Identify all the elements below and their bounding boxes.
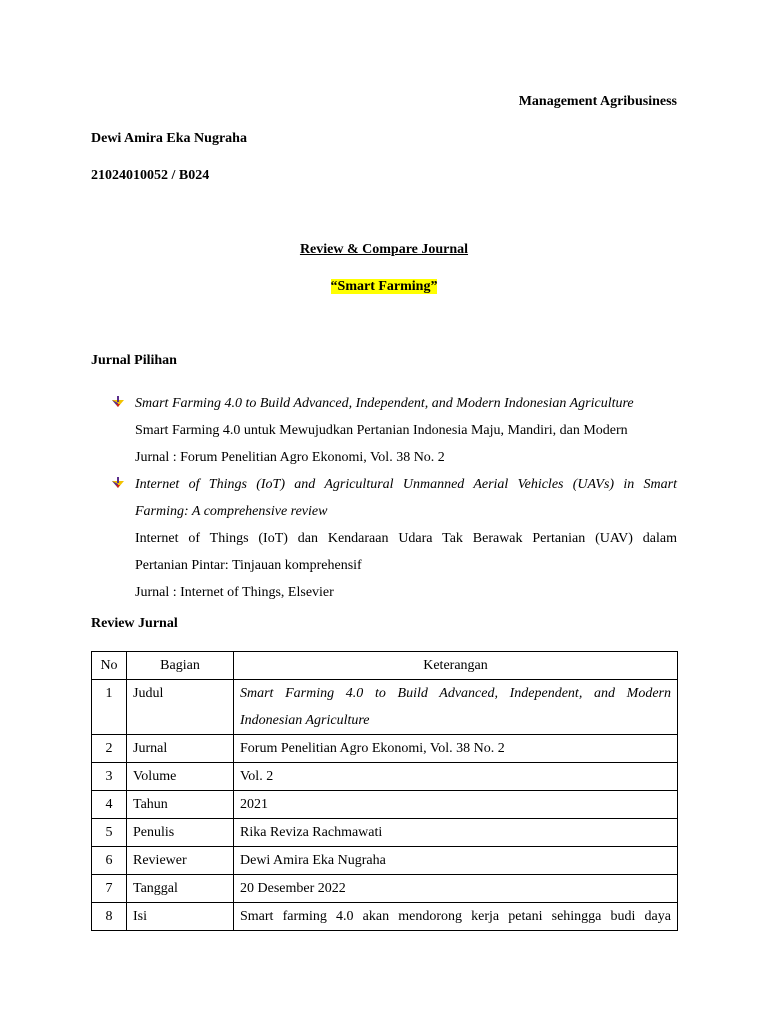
table-row (92, 763, 678, 791)
journal-translation-line: Smart Farming 4.0 untuk Mewujudkan Pertanian Indonesia Maju, Mandiri, dan Modern (135, 423, 628, 438)
journal-title-line: Farming: A comprehensive review (135, 504, 328, 519)
table-row (92, 875, 678, 903)
row-keterangan: Vol. 2 (234, 763, 678, 791)
document-topic-text: “Smart Farming” (330, 279, 438, 294)
journal-title-line: Internet of Things (IoT) and Agricultural Unmanned Aerial Vehicles (UAVs) in Smart (135, 477, 677, 492)
row-no: 3 (92, 763, 127, 791)
row-bagian: Tanggal (127, 875, 234, 903)
table-row (92, 791, 678, 819)
row-keterangan-line: Smart Farming 4.0 to Build Advanced, Independent, and Modern (240, 686, 671, 701)
row-bagian: Jurnal (127, 735, 234, 763)
journal-translation-line: Pertanian Pintar: Tinjauan komprehensif (135, 558, 362, 573)
row-no: 2 (92, 735, 127, 763)
section-heading-review: Review Jurnal (91, 616, 178, 631)
row-no: 6 (92, 847, 127, 875)
row-no: 7 (92, 875, 127, 903)
row-bagian: Isi (127, 903, 234, 931)
row-no: 5 (92, 819, 127, 847)
row-keterangan (234, 903, 678, 931)
table-row (92, 847, 678, 875)
journal-item (111, 471, 677, 606)
document-topic (0, 279, 768, 295)
table-row (92, 903, 678, 931)
journal-item (111, 390, 677, 471)
row-keterangan: Dewi Amira Eka Nugraha (234, 847, 678, 875)
row-bagian: Judul (127, 680, 234, 735)
course-name: Management Agribusiness (518, 94, 677, 109)
table-header-row (92, 652, 678, 680)
row-keterangan-line: Smart farming 4.0 akan mendorong kerja petani sehingga budi daya (240, 909, 671, 924)
row-keterangan: Forum Penelitian Agro Ekonomi, Vol. 38 No. 2 (234, 735, 678, 763)
row-keterangan: 2021 (234, 791, 678, 819)
student-id: 21024010052 / B024 (91, 168, 210, 183)
row-bagian: Penulis (127, 819, 234, 847)
table-row (92, 680, 678, 735)
header-bagian: Bagian (127, 652, 234, 680)
row-no: 1 (92, 680, 127, 735)
row-bagian: Tahun (127, 791, 234, 819)
table-row (92, 735, 678, 763)
row-keterangan: 20 Desember 2022 (234, 875, 678, 903)
row-no: 4 (92, 791, 127, 819)
bullet-shape-stem (117, 396, 119, 402)
section-heading-selected-journals: Jurnal Pilihan (91, 353, 177, 368)
row-keterangan (234, 680, 678, 735)
table-row (92, 819, 678, 847)
row-bagian: Reviewer (127, 847, 234, 875)
bullet-shape-tip (116, 485, 120, 488)
journal-title-line: Smart Farming 4.0 to Build Advanced, Independent, and Modern Indonesian Agriculture (135, 396, 634, 411)
bullet-shape-stem (117, 477, 119, 483)
review-table (91, 651, 678, 931)
arrow-bullet-icon (111, 477, 125, 491)
journal-source: Jurnal : Forum Penelitian Agro Ekonomi, Vol. 38 No. 2 (135, 450, 445, 465)
journal-translation-line: Internet of Things (IoT) dan Kendaraan Udara Tak Berawak Pertanian (UAV) dalam (135, 531, 677, 546)
author-name: Dewi Amira Eka Nugraha (91, 131, 247, 146)
journal-source: Jurnal : Internet of Things, Elsevier (135, 585, 334, 600)
row-keterangan-line: Indonesian Agriculture (240, 713, 370, 728)
bullet-shape-tip (116, 404, 120, 407)
arrow-bullet-icon (111, 396, 125, 410)
row-no: 8 (92, 903, 127, 931)
header-keterangan: Keterangan (234, 652, 678, 680)
document-title (0, 242, 768, 258)
row-bagian: Volume (127, 763, 234, 791)
journal-list (111, 390, 677, 606)
document-title-text: Review & Compare Journal (299, 242, 469, 257)
row-keterangan: Rika Reviza Rachmawati (234, 819, 678, 847)
header-no: No (92, 652, 127, 680)
